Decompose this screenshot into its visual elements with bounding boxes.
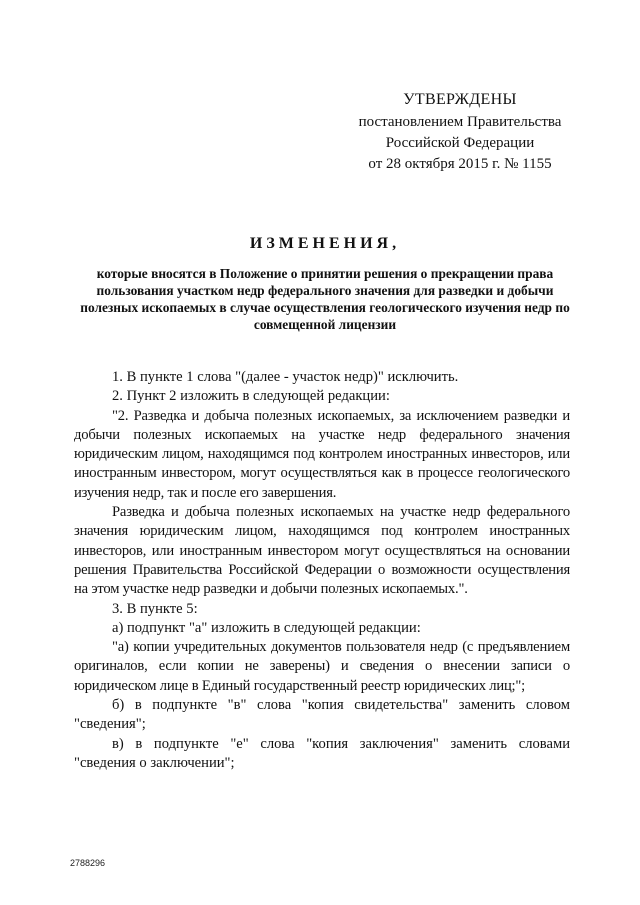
paragraph-2: 2. Пункт 2 изложить в следующей редакции: [112, 388, 390, 405]
approval-line-1: постановлением Правительства [358, 114, 562, 130]
document-subtitle: которые вносятся в Положение о принятии решения о прекращении права пользования участком недр федерального значения для разведки и добычи полезных ископаемых в случае осуществления геологического изучения недр по совмещенной лицензии [80, 266, 570, 332]
document-title: ИЗМЕНЕНИЯ, [249, 235, 401, 252]
paragraph-5: 3. В пункте 5: [112, 600, 198, 617]
paragraph-6: а) подпункт "а" изложить в следующей редакции: [112, 619, 421, 636]
paragraph-8: б) в подпункте "в" слова "копия свидетельства" заменить словом "сведения"; [74, 697, 570, 733]
paragraph-9: в) в подпункте "е" слова "копия заключения" заменить словами "сведения о заключении"; [74, 735, 570, 771]
paragraph-4: Разведка и добыча полезных ископаемых на участке недр федерального значения юридическим лицом, находящимся под контролем иностранных инвесторов, или иностранным инвестором могут осуществляться на основании решения Правительства Российской Федерации о возможности осуществления на этом участке недр разведки и добычи полезных ископаемых.". [74, 504, 570, 598]
approval-line-3: от 28 октября 2015 г. № 1155 [368, 156, 552, 172]
paragraph-7: "а) копии учредительных документов пользователя недр (с предъявлением оригиналов, если копии не заверены) и сведения о внесении записи о юридическом лице в Единый государственный реестр юридических лиц;"; [74, 639, 570, 694]
paragraph-1: 1. В пункте 1 слова "(далее - участок недр)" исключить. [112, 369, 459, 385]
paragraph-3: "2. Разведка и добыча полезных ископаемых, за исключением разведки и добычи полезных ископаемых на участке недр федерального значения юридическим лицом, находящимся под контролем иностранных инвесторов, или иностранным инвестором, могут осуществляться как в процессе геологического изучения недр, так и после его завершения. [74, 407, 570, 501]
approval-line-2: Российской Федерации [385, 135, 535, 151]
document-body [74, 368, 570, 773]
document-code: 2788296 [70, 858, 106, 868]
approval-heading: УТВЕРЖДЕНЫ [403, 91, 517, 108]
title-block [70, 235, 580, 333]
approval-stamp [330, 88, 590, 175]
